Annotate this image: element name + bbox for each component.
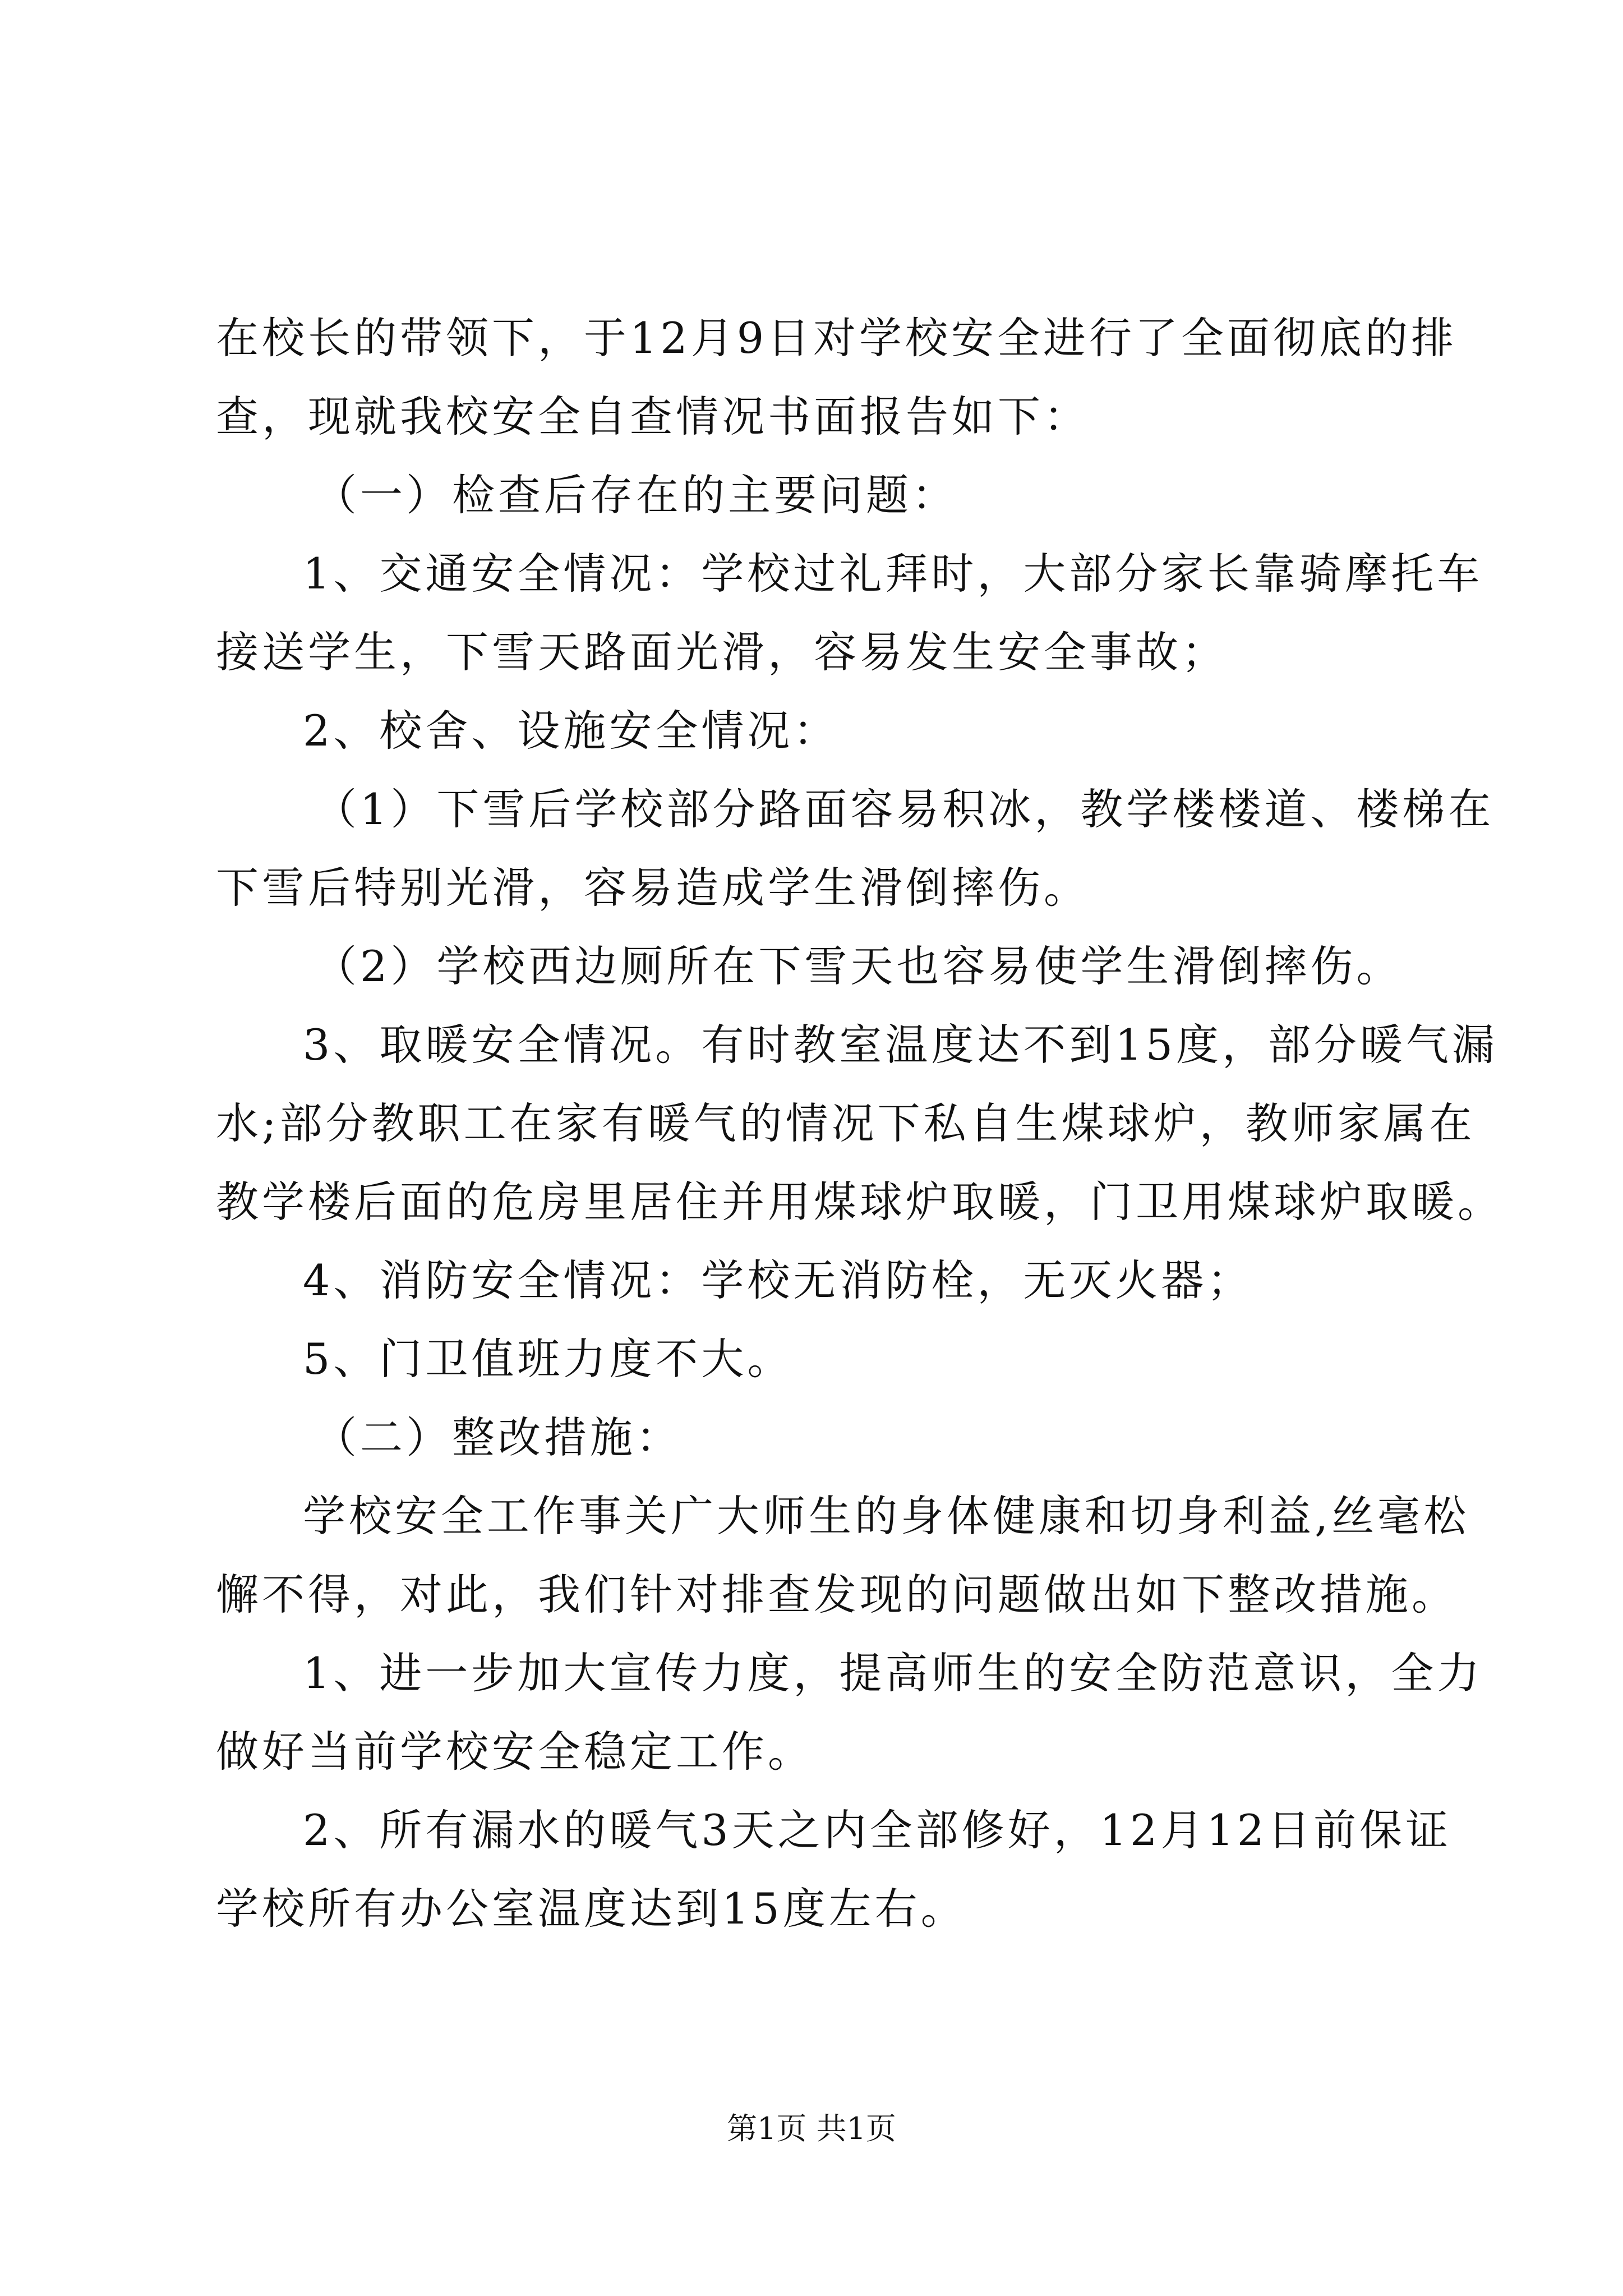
section-heading-1: （一）检查后存在的主要问题： [314,470,958,520]
body-line-18: 1、进一步加大宣传力度，提高师生的安全防范意识，全力 [303,1648,1483,1698]
body-line-17: 懈不得，对此，我们针对排查发现的问题做出如下整改措施。 [216,1570,1458,1619]
body-line-14: 5、门卫值班力度不大。 [303,1334,794,1384]
body-line-7: （1）下雪后学校部分路面容易积冰，教学楼楼道、楼梯在 [314,784,1495,834]
body-line-11: 水;部分教职工在家有暖气的情况下私自生煤球炉，教师家属在 [216,1098,1476,1148]
page-footer [0,2106,1623,2151]
body-line-21: 学校所有办公室温度达到15度左右。 [216,1884,967,1934]
body-line-6: 2、校舍、设施安全情况： [303,706,840,756]
body-line-1: 在校长的带领下，于12月9日对学校安全进行了全面彻底的排 [216,313,1458,363]
body-line-2: 查，现就我校安全自查情况书面报告如下： [216,392,1090,441]
body-line-16: 学校安全工作事关广大师生的身体健康和切身利益,丝毫松 [303,1491,1470,1541]
page-number-label: 第1页 共1页 [727,2111,896,2146]
body-line-20: 2、所有漏水的暖气3天之内全部修好，12月12日前保证 [303,1805,1452,1855]
section-heading-2: （二）整改措施： [314,1412,682,1462]
body-line-9: （2）学校西边厕所在下雪天也容易使学生滑倒摔伤。 [314,941,1403,991]
body-line-10: 3、取暖安全情况。有时教室温度达不到15度，部分暖气漏 [303,1020,1498,1070]
body-line-4: 1、交通安全情况：学校过礼拜时，大部分家长靠骑摩托车 [303,549,1483,599]
body-line-19: 做好当前学校安全稳定工作。 [216,1727,814,1777]
body-line-8: 下雪后特别光滑，容易造成学生滑倒摔伤。 [216,863,1090,913]
body-line-5: 接送学生，下雪天路面光滑，容易发生安全事故； [216,627,1228,677]
body-line-13: 4、消防安全情况：学校无消防栓，无灭火器； [303,1255,1253,1305]
body-line-12: 教学楼后面的危房里居住并用煤球炉取暖，门卫用煤球炉取暖。 [216,1177,1504,1227]
